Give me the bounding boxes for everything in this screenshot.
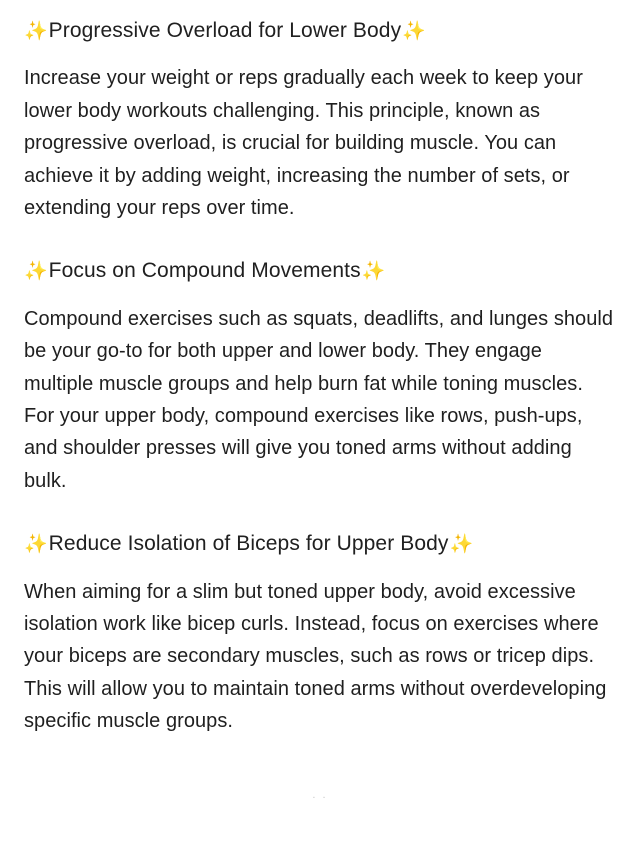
section-body: When aiming for a slim but toned upper body, avoid excessive isolation work like bicep curls. Instead, focus on exercises where your biceps are secondary muscles, such as rows or tricep dips. This will allow you to maintain toned arms without overdeveloping specific muscle groups. [24, 580, 607, 733]
sparkles-icon: ✨ [361, 261, 385, 283]
sparkles-icon: ✨ [24, 534, 47, 556]
sparkles-icon: ✨ [24, 261, 47, 283]
section-reduce-isolation-biceps [24, 523, 614, 737]
section-progressive-overload [24, 10, 614, 224]
section-heading-text: Focus on Compound Movements [48, 259, 361, 283]
section-body: Compound exercises such as squats, deadlifts, and lunges should be your go-to for both upper and lower body. They engage multiple muscle groups and help burn fat while toning muscles. For your upper body, compound exercises like rows, push-ups, and shoulder presses will give you toned arms without adding bulk. [24, 307, 614, 492]
section-heading [24, 250, 614, 288]
section-body: Increase your weight or reps gradually each week to keep your lower body workouts challenging. This principle, known as progressive overload, is crucial for building muscle. You can achieve it by adding weight, increasing the number of sets, or extending your reps over time. [24, 67, 583, 219]
sparkles-icon: ✨ [449, 534, 473, 556]
section-heading [24, 523, 614, 561]
footer-marker: . . [312, 789, 328, 801]
sparkles-icon: ✨ [402, 21, 425, 42]
section-compound-movements [24, 250, 614, 497]
section-heading [24, 10, 614, 48]
sparkles-icon: ✨ [24, 21, 47, 42]
section-heading-text: Reduce Isolation of Biceps for Upper Body [48, 532, 449, 556]
section-heading-text: Progressive Overload for Lower Body [48, 19, 402, 42]
